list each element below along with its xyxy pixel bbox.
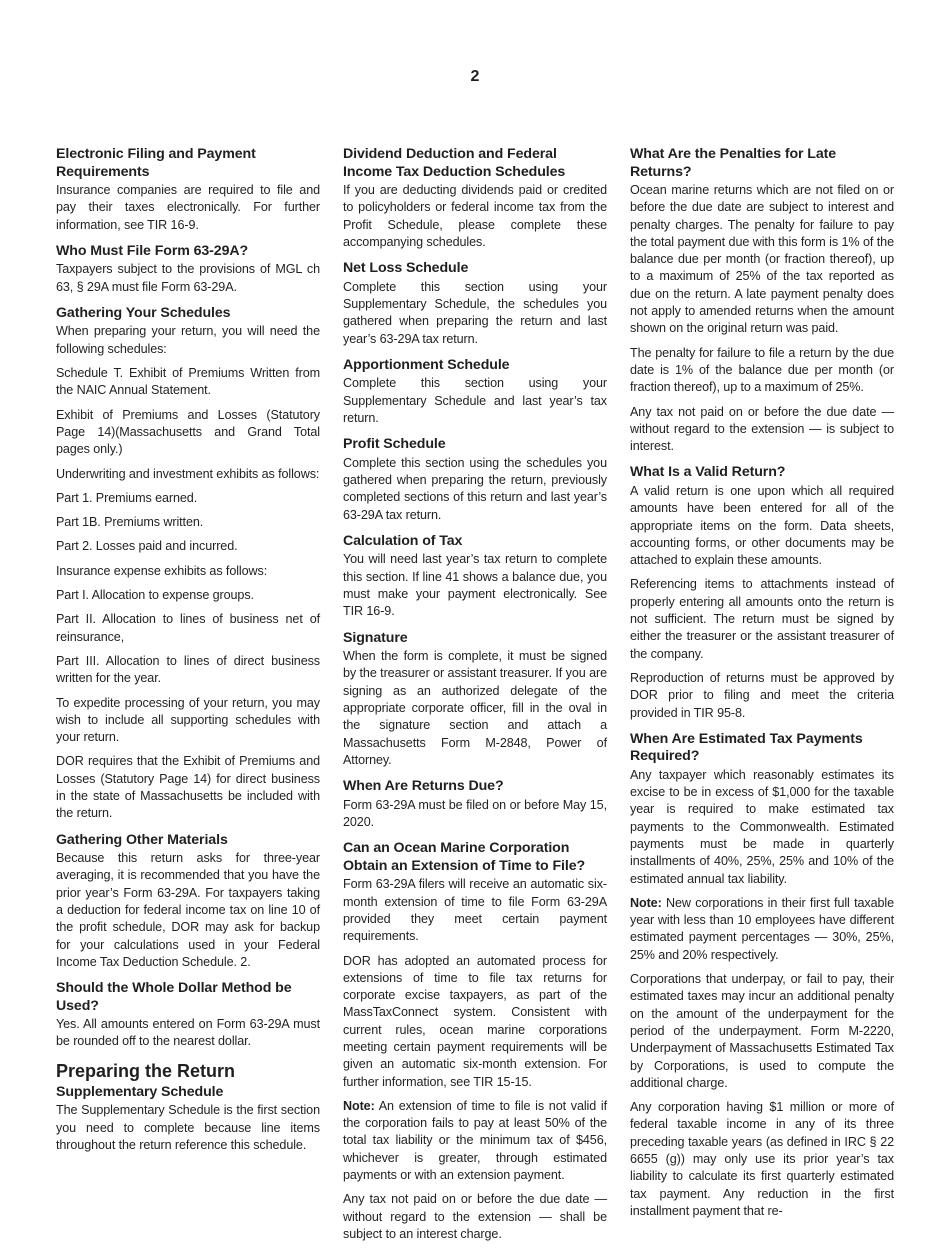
paragraph: Any corporation having $1 million or more of federal taxable income in any of its three preceding taxable years (as defined in IRC § 22 6655 (g)) may only use its prior year’s tax liability to calculate its first quarterly estimated tax payment. Any reduction in the first installment payment that re-	[630, 1100, 894, 1218]
section-valid-return	[630, 464, 894, 721]
paragraph: Any tax not paid on or before the due date — without regard to the extension — is subject to interest.	[630, 404, 894, 454]
section-signature	[343, 630, 607, 770]
section-who-must-file	[56, 243, 320, 296]
paragraph: Form 63-29A must be filed on or before May 15, 2020.	[343, 797, 607, 830]
section-gathering-other-materials	[56, 832, 320, 972]
section-preparing-return	[56, 1060, 320, 1154]
paragraph: Schedule T. Exhibit of Premiums Written from the NAIC Annual Statement.	[56, 366, 320, 398]
note-paragraph	[630, 895, 894, 964]
note-text: An extension of time to file is not valid if the corporation fails to pay at least 50% of the total tax liability or the minimum tax of $456, whichever is greater, through estimated payments or with an extension payment.	[343, 1098, 607, 1183]
section-title: Electronic Filing and Payment Requirements	[56, 146, 256, 180]
section-whole-dollar	[56, 980, 320, 1051]
section-electronic-filing	[56, 146, 320, 234]
paragraph: Part 2. Losses paid and incurred.	[56, 539, 238, 554]
section-title: Can an Ocean Marine Corporation Obtain an Extension of Time to File?	[343, 840, 586, 874]
major-heading: Preparing the Return	[56, 1060, 236, 1081]
paragraph: Exhibit of Premiums and Losses (Statutory Page 14)(Massachusetts and Grand Total pages only.)	[56, 407, 320, 457]
section-title: When Are Returns Due?	[343, 778, 504, 795]
section-extension	[343, 840, 607, 1243]
column-right	[630, 146, 894, 1229]
paragraph: Insurance companies are required to file and pay their taxes electronically. For further information, see TIR 16-9.	[56, 183, 320, 232]
paragraph: A valid return is one upon which all required amounts have been entered for all of the appropriate items on the form. Data sheets, accounting forms, or other documents may be attached to explain these amounts.	[630, 483, 894, 568]
paragraph: Any tax not paid on or before the due date — without regard to the extension — shall be subject to an interest charge.	[343, 1192, 607, 1241]
section-title: Should the Whole Dollar Method be Used?	[56, 980, 292, 1014]
section-net-loss	[343, 260, 607, 348]
section-title: Dividend Deduction and Federal Income Tax Deduction Schedules	[343, 146, 566, 180]
column-left	[56, 146, 320, 1163]
paragraph: Insurance expense exhibits as follows:	[56, 563, 268, 578]
paragraph: When preparing your return, you will need the following schedules:	[56, 324, 320, 356]
section-estimated-tax	[630, 731, 894, 1220]
paragraph: Referencing items to attachments instead of properly entering all amounts onto the return is not sufficient. The return must be signed by either the treasurer or the assistant treasurer of the company.	[630, 577, 894, 661]
paragraph: DOR requires that the Exhibit of Premiums and Losses (Statutory Page 14) for direct business in the state of Massachusetts be included with the return.	[56, 754, 320, 821]
paragraph: You will need last year’s tax return to complete this section. If line 41 shows a balance due, you must make your payment electronically. See TIR 16-9.	[343, 552, 607, 619]
section-title: Gathering Your Schedules	[56, 304, 231, 321]
section-title: What Are the Penalties for Late Returns?	[630, 146, 837, 180]
section-penalties	[630, 146, 894, 455]
paragraph: DOR has adopted an automated process for extensions of time to file tax returns for corporate excise taxpayers, as part of the MassTaxConnect system. Consistent with current rules, ocean marine corporations meeting certain payment requirements will be given an automatic six-month extension. For further information, see TIR 15-15.	[343, 953, 607, 1089]
paragraph: Complete this section using the schedules you gathered when preparing the return, previously completed sections of this return and last year’s 63-29A tax return.	[343, 455, 607, 522]
section-title: Who Must File Form 63-29A?	[56, 242, 249, 259]
paragraph: When the form is complete, it must be signed by the treasurer or assistant treasurer. If you are signing as an authorized delegate of the appropriate corporate officer, fill in the oval in the signature section and attach a Massachusetts Form M-2848, Power of Attorney.	[343, 649, 607, 767]
paragraph: Part 1. Premiums earned.	[56, 490, 198, 505]
paragraph: Corporations that underpay, or fail to pay, their estimated taxes may incur an additional penalty on the amount of the underpayment for the period of the underpayment. Form M-2220, Underpayment of Massachusetts Estimated Tax by Corporations, is used to compute the additional charge.	[630, 972, 894, 1090]
paragraph: The Supplementary Schedule is the first section you need to complete because line items throughout the return reference this schedule.	[56, 1103, 320, 1152]
section-title: Profit Schedule	[343, 436, 446, 453]
paragraph: To expedite processing of your return, you may wish to include all supporting schedules with your return.	[56, 695, 320, 745]
section-calculation-of-tax	[343, 533, 607, 621]
section-title: Net Loss Schedule	[343, 260, 469, 277]
paragraph: Reproduction of returns must be approved by DOR prior to filing and meet the criteria provided in TIR 95-8.	[630, 670, 894, 720]
note-label: Note:	[343, 1098, 375, 1113]
paragraph: Complete this section using your Supplementary Schedule and last year’s tax return.	[343, 376, 607, 425]
paragraph: The penalty for failure to file a return by the due date is 1% of the balance due per month (or fraction thereof), up to a maximum of 25%.	[630, 345, 894, 395]
section-returns-due	[343, 778, 607, 831]
paragraph: Complete this section using your Supplementary Schedule, the schedules you gathered when preparing the return and last year’s 63-29A tax return.	[343, 279, 607, 346]
note-label: Note:	[630, 895, 662, 910]
paragraph: Part III. Allocation to lines of direct business written for the year.	[56, 653, 320, 686]
paragraph: If you are deducting dividends paid or credited to policyholders or federal income tax from the Profit Schedule, please complete these accompanying schedules.	[343, 183, 607, 249]
section-profit-schedule	[343, 436, 607, 524]
column-middle	[343, 146, 607, 1252]
paragraph: Part II. Allocation to lines of business net of reinsurance,	[56, 612, 320, 644]
paragraph: Part I. Allocation to expense groups.	[56, 588, 254, 603]
paragraph: Ocean marine returns which are not filed on or before the due date are subject to interest and penalty charges. The penalty for failure to pay the total payment due with this form is 1% of the balance due per month (or fraction thereof), up to a maximum of 25% of the tax reported as due on the return. A late payment penalty does not apply to amended returns when the amount shown on the original return was paid.	[630, 183, 894, 336]
section-title: Signature	[343, 629, 408, 646]
paragraph: Underwriting and investment exhibits as follows:	[56, 466, 320, 481]
section-apportionment	[343, 357, 607, 427]
paragraph: Any taxpayer which reasonably estimates its excise to be in excess of $1,000 for the taxable year is required to make estimated tax payments to the Commonwealth. Estimated payments must be made in quarterly installments of 40%, 25%, 25% and 10% of the estimated annual tax liability.	[630, 767, 894, 886]
page-number: 2	[470, 68, 480, 85]
section-title: Apportionment Schedule	[343, 356, 510, 373]
section-title: What Is a Valid Return?	[630, 464, 786, 481]
paragraph: Part 1B. Premiums written.	[56, 515, 204, 530]
paragraph: Yes. All amounts entered on Form 63-29A must be rounded off to the nearest dollar.	[56, 1017, 320, 1049]
note-text: New corporations in their first full taxable year with less than 10 employees have different estimated payment percentages — 30%, 25%, 25% and 20% respectively.	[630, 895, 894, 962]
paragraph: Form 63-29A filers will receive an automatic six-month extension of time to file Form 63-29A provided they meet certain payment requirements.	[343, 877, 607, 944]
section-gathering-schedules	[56, 305, 320, 823]
section-title: Calculation of Tax	[343, 532, 463, 549]
section-title: Gathering Other Materials	[56, 831, 228, 848]
section-dividend-deduction	[343, 146, 607, 251]
section-title: Supplementary Schedule	[56, 1083, 224, 1100]
section-title: When Are Estimated Tax Payments Required?	[630, 730, 863, 765]
note-paragraph	[343, 1098, 607, 1184]
paragraph: Taxpayers subject to the provisions of MGL ch 63, § 29A must file Form 63-29A.	[56, 262, 320, 294]
paragraph: Because this return asks for three-year averaging, it is recommended that you have the prior year’s Form 63-29A. For taxpayers taking a deduction for federal income tax on line 10 of the profit schedule, DOR may ask for backup for your calculations used in your Federal Income Tax Deduction Schedule. 2.	[56, 851, 320, 969]
